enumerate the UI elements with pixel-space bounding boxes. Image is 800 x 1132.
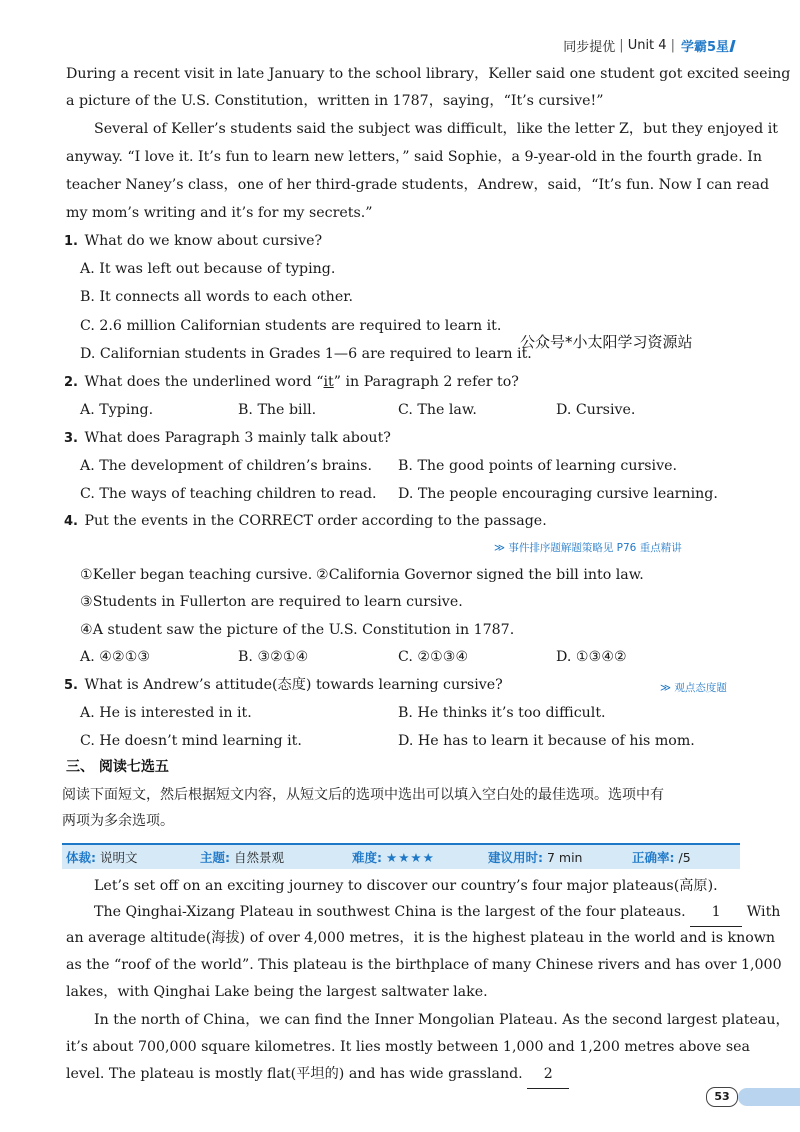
- header-unit: Unit 4: [627, 38, 667, 53]
- q4-event-4: ④A student saw the picture of the U.S. Constitution in 1787.: [80, 622, 515, 638]
- passage-line: The Qinghai-Xizang Plateau in southwest China is the largest of the four plateaus. 1 With: [94, 898, 780, 927]
- watermark: 公众号*小太阳学习资源站: [520, 333, 693, 351]
- strategy-tip: ≫ 事件排序题解题策略见 P76 重点精讲: [494, 542, 682, 554]
- q5-option-b: B. He thinks it’s too difficult.: [398, 705, 606, 721]
- exercise-info-bar: [62, 843, 740, 869]
- page-tab-decoration: [738, 1088, 800, 1106]
- passage-line: a picture of the U.S. Constitution，written in 1787，saying，“It’s cursive!”: [66, 93, 604, 109]
- q2-option-a: A. Typing.: [80, 402, 154, 418]
- passage-line: my mom’s writing and it’s for my secrets.”: [66, 205, 373, 221]
- passage-line: lakes，with Qinghai Lake being the largest saltwater lake.: [66, 984, 488, 1000]
- genre: 体裁: 说明文: [66, 850, 138, 865]
- topic: 主题: 自然景观: [200, 850, 284, 865]
- q2-option-c: C. The law.: [398, 402, 477, 418]
- q4-option-c: C. ②①③④: [398, 649, 469, 665]
- header-separator: |: [670, 38, 675, 53]
- question-1: [64, 227, 322, 256]
- passage-line: Several of Keller’s students said the subject was difficult，like the letter Z，but they enjoyed it: [94, 121, 779, 137]
- question-text: What does Paragraph 3 mainly talk about?: [84, 430, 391, 446]
- q4-option-b: B. ③②①④: [238, 649, 309, 665]
- q4-event-1: ①Keller began teaching cursive.: [80, 567, 313, 583]
- page-header: [563, 36, 742, 55]
- question-number: 5.: [64, 678, 78, 693]
- section-instructions-line: 两项为多余选项。: [62, 813, 174, 829]
- section-instructions-line: 阅读下面短文，然后根据短文内容，从短文后的选项中选出可以填入空白处的最佳选项。选项中有: [62, 787, 664, 803]
- difficulty: 难度: ★★★★: [352, 850, 435, 865]
- passage-line: it’s about 700,000 square kilometres. It lies mostly between 1,000 and 1,200 metres above sea: [66, 1039, 751, 1055]
- q5-option-a: A. He is interested in it.: [80, 705, 252, 721]
- q5-option-d: D. He has to learn it because of his mom.: [398, 733, 695, 749]
- brand-logo: 学霸5星: [680, 40, 729, 55]
- passage-line: as the “roof of the world”. This plateau is the birthplace of many Chinese rivers and has over 1,000: [66, 957, 782, 973]
- question-text: ” in Paragraph 2 refer to?: [333, 374, 519, 390]
- question-text: What is Andrew’s attitude(态度) towards learning cursive?: [84, 677, 503, 693]
- passage-line: Let’s set off on an exciting journey to discover our country’s four major plateaus(高原).: [94, 878, 718, 894]
- page-number: 53: [706, 1087, 738, 1107]
- passage-line: teacher Naney’s class，one of her third-grade students，Andrew，said，“It’s fun. Now I can read: [66, 177, 770, 193]
- question-number: 3.: [64, 431, 78, 446]
- q2-option-d: D. Cursive.: [556, 402, 636, 418]
- q1-option-c: C. 2.6 million Californian students are required to learn it.: [80, 318, 502, 334]
- brand-mark-icon: [729, 40, 743, 52]
- question-5: [64, 671, 503, 700]
- header-label: 同步提优: [563, 40, 616, 55]
- difficulty-stars-icon: ★★★★: [385, 850, 435, 865]
- q1-option-a: A. It was left out because of typing.: [80, 261, 336, 277]
- question-type-tip: ≫ 观点态度题: [660, 682, 727, 694]
- passage-line: anyway. “I love it. It’s fun to learn new letters，” said Sophie，a 9-year-old in the fourth grade. In: [66, 149, 762, 165]
- q1-option-d: D. Californian students in Grades 1—6 are required to learn it.: [80, 346, 532, 362]
- q2-option-b: B. The bill.: [238, 402, 317, 418]
- q3-option-a: A. The development of children’s brains.: [80, 458, 372, 474]
- question-4: [64, 507, 547, 536]
- q1-option-b: B. It connects all words to each other.: [80, 289, 353, 305]
- q3-option-d: D. The people encouraging cursive learning.: [398, 486, 718, 502]
- question-number: 4.: [64, 514, 78, 529]
- passage-line: level. The plateau is mostly flat(平坦的) and has wide grassland. 2: [66, 1060, 569, 1089]
- question-2: [64, 368, 519, 397]
- q4-event-3: ③Students in Fullerton are required to learn cursive.: [80, 594, 463, 610]
- q4-event-2: ②California Governor signed the bill into law.: [316, 567, 644, 583]
- question-text: What do we know about cursive?: [84, 233, 323, 249]
- passage-line: During a recent visit in late January to the school library，Keller said one student got excited seeing: [66, 66, 791, 82]
- q4-option-a: A. ④②①③: [80, 649, 151, 665]
- question-number: 2.: [64, 375, 78, 390]
- q3-option-c: C. The ways of teaching children to read.: [80, 486, 377, 502]
- passage-line: an average altitude(海拔) of over 4,000 metres，it is the highest plateau in the world and is known: [66, 930, 776, 946]
- question-number: 1.: [64, 234, 78, 249]
- q5-option-c: C. He doesn’t mind learning it.: [80, 733, 302, 749]
- header-separator: |: [619, 38, 624, 53]
- question-text: What does the underlined word “: [84, 374, 324, 390]
- accuracy: 正确率: /5: [632, 850, 691, 865]
- question-text: Put the events in the CORRECT order according to the passage.: [84, 513, 547, 529]
- suggested-time: 建议用时: 7 min: [488, 850, 583, 865]
- passage-line: In the north of China，we can find the Inner Mongolian Plateau. As the second largest plateau，: [94, 1012, 790, 1028]
- blank-1: 1: [690, 898, 742, 927]
- section-title: 三、 阅读七选五: [66, 759, 169, 775]
- underlined-word: it: [323, 374, 334, 390]
- blank-2: 2: [527, 1060, 569, 1089]
- question-3: [64, 424, 391, 453]
- q4-option-d: D. ①③④②: [556, 649, 627, 665]
- q3-option-b: B. The good points of learning cursive.: [398, 458, 677, 474]
